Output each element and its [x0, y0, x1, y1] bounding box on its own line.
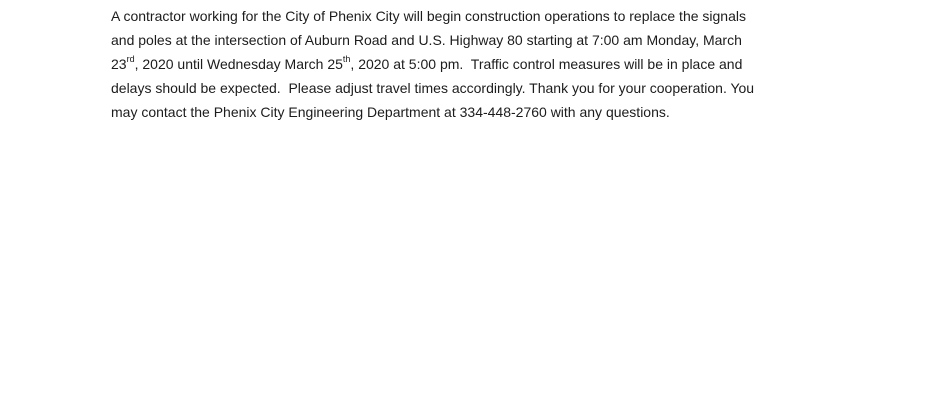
date-range-text: , 2020 until Wednesday March 25 [134, 56, 343, 72]
paragraph-line-2: and poles at the intersection of Auburn Road and U.S. Highway 80 starting at 7:00 am Monday, March [111, 32, 742, 48]
paragraph-line-4: delays should be expected. Please adjust travel times accordingly. Thank you for your cooperation. You [111, 80, 755, 96]
paragraph-line-1: A contractor working for the City of Phenix City will begin construction operations to replace the signals [111, 8, 746, 24]
paragraph-line-3 [111, 52, 911, 76]
date-start-day: 23 [111, 56, 127, 72]
notice-paragraph [111, 4, 911, 124]
paragraph-line-5: may contact the Phenix City Engineering Department at 334-448-2760 with any questions. [111, 104, 670, 120]
ordinal-suffix-rd: rd [126, 54, 135, 65]
ordinal-suffix-th: th [342, 54, 351, 65]
traffic-control-text: , 2020 at 5:00 pm. Traffic control measures will be in place and [350, 56, 743, 72]
